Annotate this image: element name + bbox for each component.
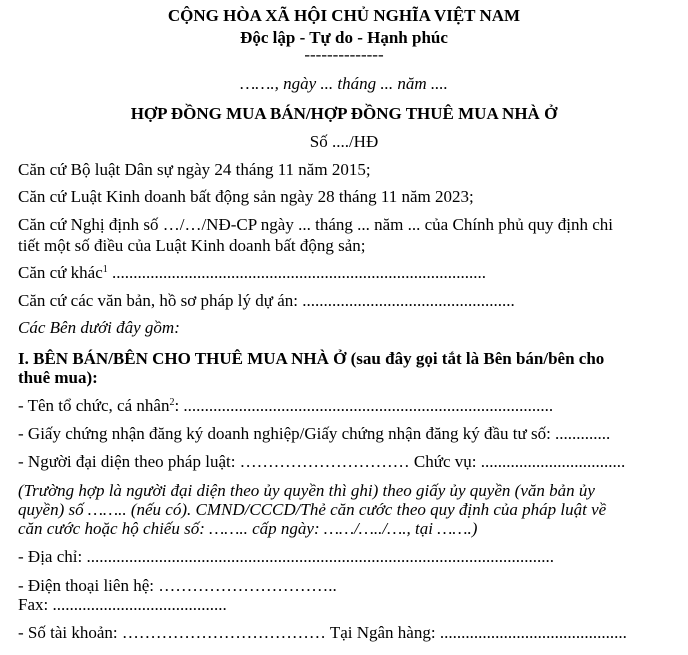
legal-basis-decree-line2: tiết một số điều của Luật Kinh doanh bất động sản; [18,236,366,255]
phone-field: - Điện thoại liên hệ: ………………………….. [18,576,337,595]
seller-name-field [18,396,553,416]
national-motto: Độc lập - Tự do - Hạnh phúc [240,28,448,47]
header-rule: -------------- [304,45,384,64]
document-number: Số ..../HĐ [309,132,379,151]
legal-representative-field: - Người đại diện theo pháp luật: ………………………… Chức vụ: .................................. [18,452,626,471]
footnote-marker-2: 2 [169,397,175,408]
business-registration-field: - Giấy chứng nhận đăng ký doanh nghiệp/Giấy chứng nhận đăng ký đầu tư số: ............. [18,424,611,443]
authorization-note-line2: quyền) số …….. (nếu có). CMND/CCCD/Thẻ căn cước theo quy định của pháp luật về [18,500,607,519]
seller-name-label: - Tên tổ chức, cá nhân [18,396,170,415]
legal-basis-project-docs: Căn cứ các văn bản, hồ sơ pháp lý dự án: .................................................. [18,291,515,310]
seller-name-fill: : ....................................................................................... [174,396,554,415]
legal-basis-civil-code: Căn cứ Bộ luật Dân sự ngày 24 tháng 11 năm 2015; [18,160,371,179]
legal-basis-other [18,263,486,283]
legal-basis-other-label: Căn cứ khác [18,263,103,282]
legal-basis-other-fill: ........................................................................................ [107,263,486,282]
bank-account-field: - Số tài khoản: ……………………………… Tại Ngân hàng: ............................................ [18,623,627,642]
legal-basis-decree-line1: Căn cứ Nghị định số …/…/NĐ-CP ngày ... tháng ... năm ... của Chính phủ quy định chi [18,215,614,234]
legal-basis-real-estate-law: Căn cứ Luật Kinh doanh bất động sản ngày 28 tháng 11 năm 2023; [18,187,474,206]
parties-intro: Các Bên dưới đây gồm: [18,318,180,337]
section1-heading-line2: thuê mua): [18,368,98,387]
authorization-note-line1: (Trường hợp là người đại diện theo ủy quyền thì ghi) theo giấy ủy quyền (văn bản ủy [18,481,595,500]
footnote-marker-1: 1 [102,264,108,275]
date-line: ……., ngày ... tháng ... năm .... [240,74,448,93]
fax-field: Fax: ......................................... [18,595,227,614]
country-name: CỘNG HÒA XÃ HỘI CHỦ NGHĨA VIỆT NAM [167,6,521,25]
section1-heading-line1: I. BÊN BÁN/BÊN CHO THUÊ MUA NHÀ Ở (sau đây gọi tắt là Bên bán/bên cho [18,349,605,368]
address-field: - Địa chỉ: .............................................................................................................. [18,547,554,566]
authorization-note-line3: căn cước hoặc hộ chiếu số: …….. cấp ngày: ……/…../…., tại …….) [18,519,478,538]
document-title: HỢP ĐỒNG MUA BÁN/HỢP ĐỒNG THUÊ MUA NHÀ Ở [130,104,558,123]
